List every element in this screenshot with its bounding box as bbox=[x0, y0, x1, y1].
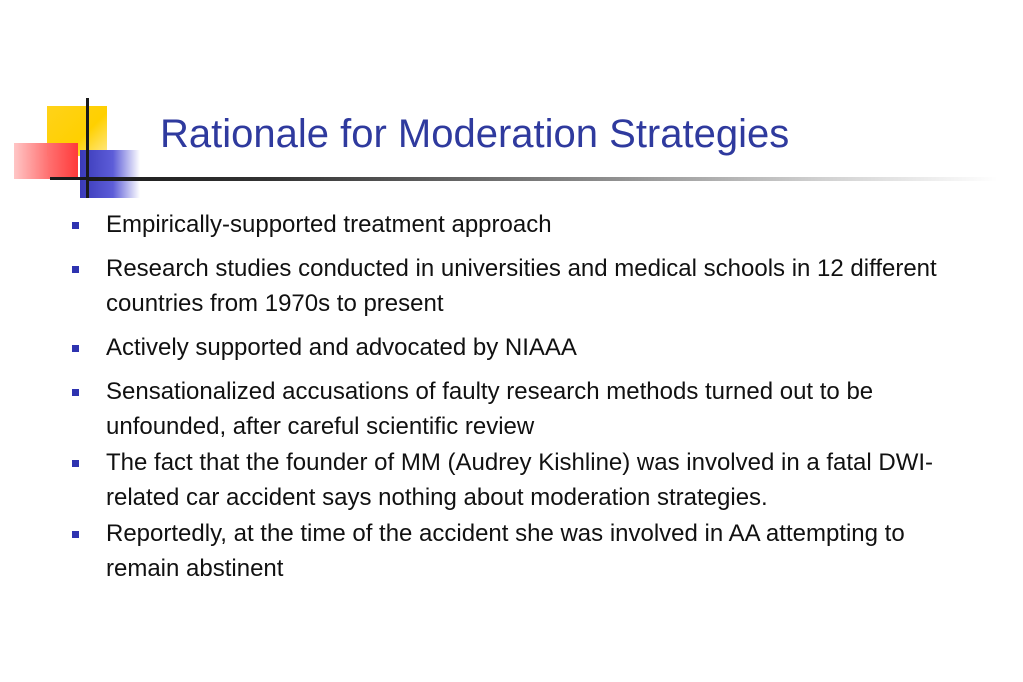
bullet-text: Reportedly, at the time of the accident she was involved in AA attempting to remain abstinent bbox=[106, 520, 905, 582]
bullet-item bbox=[70, 251, 970, 321]
slide-title: Rationale for Moderation Strategies bbox=[160, 112, 790, 156]
bullet-text: Research studies conducted in universities and medical schools in 12 different countries from 1970s to present bbox=[106, 255, 937, 317]
bullet-item bbox=[70, 445, 970, 515]
bullet-text: Empirically-supported treatment approach bbox=[106, 211, 552, 238]
logo-vertical-line bbox=[86, 98, 89, 198]
square-bullet-icon bbox=[72, 266, 79, 273]
bullet-text: Actively supported and advocated by NIAAA bbox=[106, 334, 577, 361]
bullet-item bbox=[70, 516, 970, 586]
bullet-list bbox=[70, 207, 970, 586]
square-bullet-icon bbox=[72, 460, 79, 467]
logo-red-block bbox=[14, 143, 78, 179]
logo-blue-block bbox=[80, 150, 140, 198]
square-bullet-icon bbox=[72, 345, 79, 352]
bullet-item bbox=[70, 207, 970, 242]
bullet-item bbox=[70, 374, 970, 444]
square-bullet-icon bbox=[72, 389, 79, 396]
square-bullet-icon bbox=[72, 222, 79, 229]
square-bullet-icon bbox=[72, 531, 79, 538]
bullet-item bbox=[70, 330, 970, 365]
bullet-text: Sensationalized accusations of faulty research methods turned out to be unfounded, after careful scientific review bbox=[106, 378, 874, 440]
bullet-text: The fact that the founder of MM (Audrey Kishline) was involved in a fatal DWI-related car accident says nothing about moderation strategies. bbox=[106, 449, 934, 511]
title-underline bbox=[88, 177, 998, 181]
